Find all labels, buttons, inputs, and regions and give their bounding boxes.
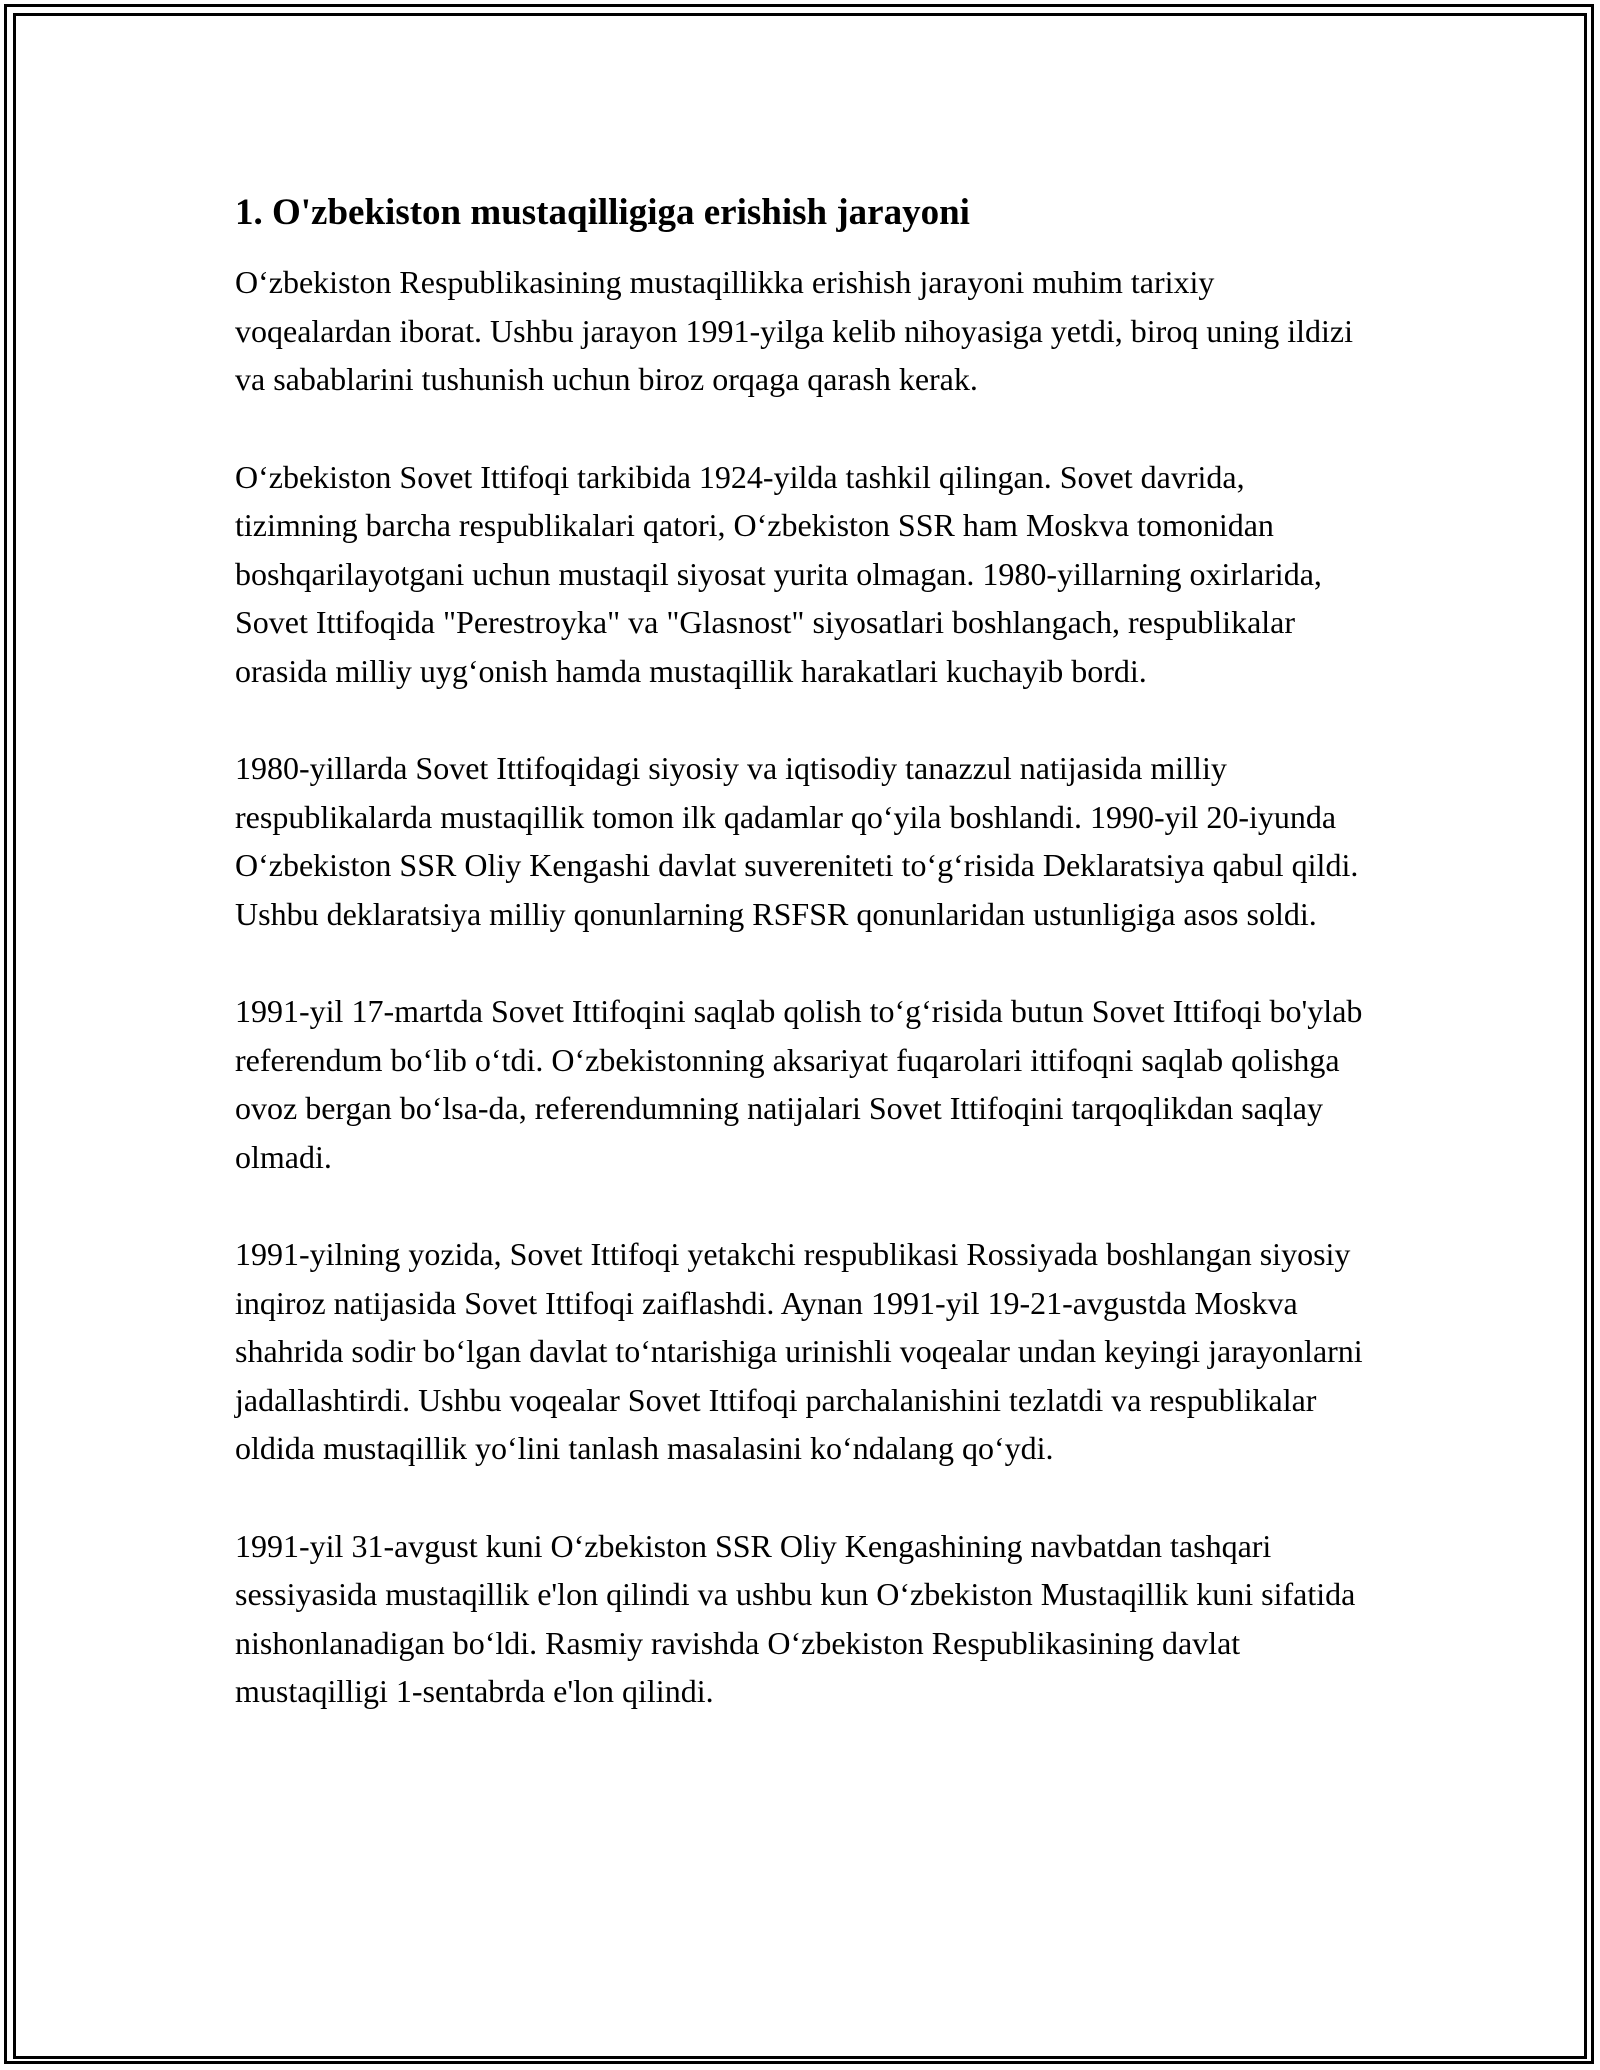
paragraph-referendum: 1991-yil 17-martda Sovet Ittifoqini saqlab qolish to‘g‘risida butun Sovet Ittifoqi bo'ylab referendum bo‘lib o‘tdi. O‘zbekistonning aksariyat fuqarolari ittifoqni saqlab qolishga ovoz bergan bo‘lsa-da, referendumning natijalari Sovet Ittifoqini tarqoqlikdan saqlay olmadi. [235, 993, 1363, 1175]
paragraph-soviet-period: O‘zbekiston Sovet Ittifoqi tarkibida 1924-yilda tashkil qilingan. Sovet davrida, tizimning barcha respublikalari qatori, O‘zbekiston SSR ham Moskva tomonidan boshqarilayotgani uchun mustaqil siyosat yurita olmagan. 1980-yillarning oxirlarida, Sovet Ittifoqida "Perestroyka" va "Glasnost" siyosatlari boshlangach, respublikalar orasida milliy uyg‘onish hamda mustaqillik harakatlari kuchayib bordi. [235, 458, 1322, 689]
paragraph-august-coup: 1991-yilning yozida, Sovet Ittifoqi yetakchi respublikasi Rossiyada boshlangan siyosiy inqiroz natijasida Sovet Ittifoqi zaiflashdi. Aynan 1991-yil 19-21-avgustda Moskva shahrida sodir bo‘lgan davlat to‘ntarishiga urinishli voqealar undan keyingi jarayonlarni jadallashtirdi. Ushbu voqealar Sovet Ittifoqi parchalanishini tezlatdi va respublikalar oldida mustaqillik yo‘lini tanlash masalasini ko‘ndalang qo‘ydi. [235, 1236, 1363, 1466]
document-body [235, 188, 1375, 1765]
section-title: 1. O'zbekiston mustaqilligiga erishish jarayoni [235, 192, 970, 233]
paragraph-independence-declared: 1991-yil 31-avgust kuni O‘zbekiston SSR Oliy Kengashining navbatdan tashqari sessiyasida mustaqillik e'lon qilindi va ushbu kun O‘zbekiston Mustaqillik kuni sifatida nishonlanadigan bo‘ldi. Rasmiy ravishda O‘zbekiston Respublikasining davlat mustaqilligi 1-sentabrda e'lon qilindi. [235, 1527, 1356, 1709]
paragraph-intro: O‘zbekiston Respublikasining mustaqillikka erishish jarayoni muhim tarixiy voqealardan iborat. Ushbu jarayon 1991-yilga kelib nihoyasiga yetdi, biroq uning ildizi va sabablarini tushunish uchun biroz orqaga qarash kerak. [235, 264, 1353, 397]
paragraph-sovereignty-declaration: 1980-yillarda Sovet Ittifoqidagi siyosiy va iqtisodiy tanazzul natijasida milliy respublikalarda mustaqillik tomon ilk qadamlar qo‘yila boshlandi. 1990-yil 20-iyunda O‘zbekiston SSR Oliy Kengashi davlat suvereniteti to‘g‘risida Deklaratsiya qabul qildi. Ushbu deklaratsiya milliy qonunlarning RSFSR qonunlaridan ustunligiga asos soldi. [235, 750, 1359, 932]
